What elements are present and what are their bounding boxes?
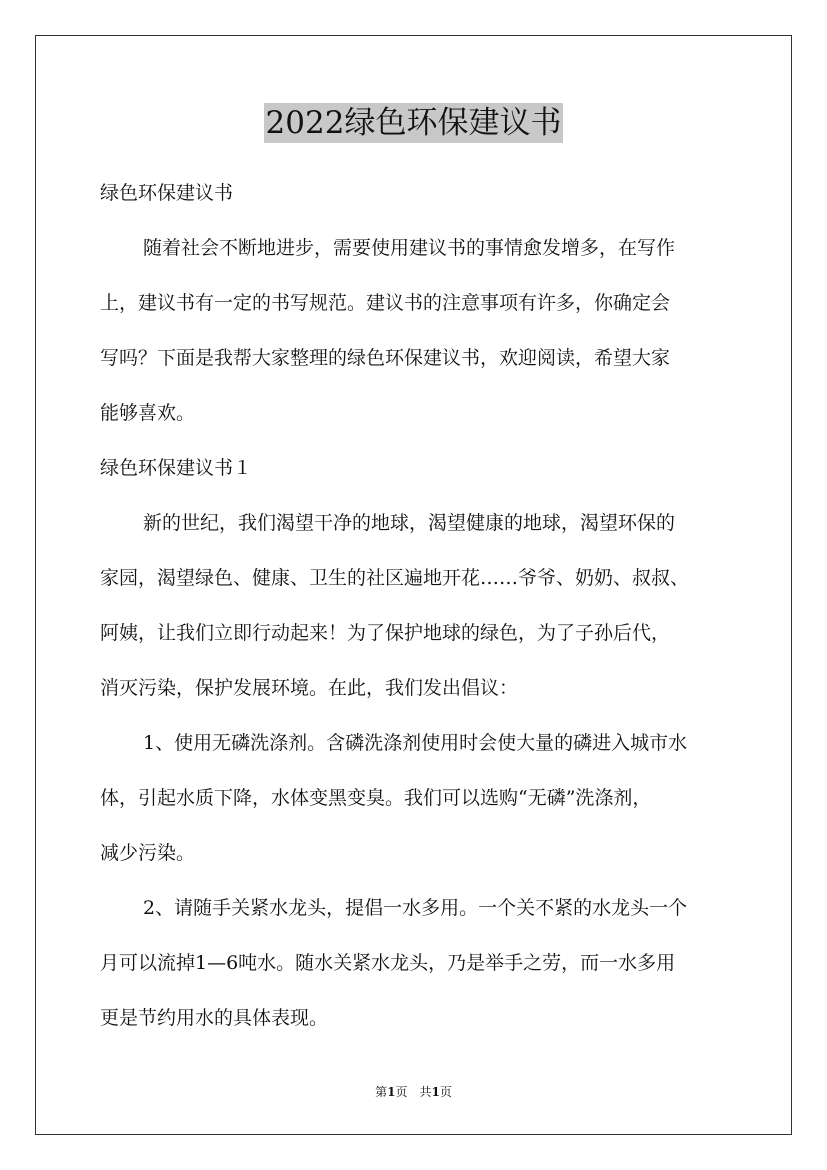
footer-mid: 页 共 xyxy=(395,1085,432,1099)
paragraph-line: 2、请随手关紧水龙头，提倡一水多用。一个关不紧的水龙头一个 xyxy=(143,897,688,919)
section-heading: 绿色环保建议书１ xyxy=(100,457,253,479)
section-heading: 绿色环保建议书 xyxy=(100,182,234,204)
paragraph-line: 家园，渴望绿色、健康、卫生的社区遍地开花……爷爷、奶奶、叔叔、 xyxy=(100,567,690,589)
paragraph-line: 月可以流掉1—6吨水。随水关紧水龙头，乃是举手之劳，而一水多用 xyxy=(100,952,676,974)
paragraph-line: 消灭污染，保护发展环境。在此，我们发出倡议： xyxy=(100,677,519,699)
paragraph-line: 随着社会不断地进步，需要使用建议书的事情愈发增多，在写作 xyxy=(143,237,676,259)
paragraph-line: 更是节约用水的具体表现。 xyxy=(100,1007,329,1029)
paragraph-line: 1、使用无磷洗涤剂。含磷洗涤剂使用时会使大量的磷进入城市水 xyxy=(143,732,688,754)
paragraph-line: 上，建议书有一定的书写规范。建议书的注意事项有许多，你确定会 xyxy=(100,292,671,314)
title-container xyxy=(0,103,827,143)
footer-prefix: 第 xyxy=(375,1085,388,1099)
paragraph-line: 写吗？下面是我帮大家整理的绿色环保建议书，欢迎阅读，希望大家 xyxy=(100,347,671,369)
paragraph-line: 体，引起水质下降，水体变黑变臭。我们可以选购“无磷”洗涤剂， xyxy=(100,787,652,809)
paragraph-line: 阿姨，让我们立即行动起来！为了保护地球的绿色，为了子孙后代， xyxy=(100,622,671,644)
document-title: 2022绿色环保建议书 xyxy=(265,105,562,141)
footer-page-number: 1 xyxy=(387,1085,396,1099)
footer-total-pages: 1 xyxy=(431,1085,440,1099)
footer-suffix: 页 xyxy=(439,1085,452,1099)
page-footer xyxy=(0,1085,827,1099)
paragraph-line: 新的世纪，我们渴望干净的地球，渴望健康的地球，渴望环保的 xyxy=(143,512,676,534)
paragraph-line: 减少污染。 xyxy=(100,842,196,864)
paragraph-line: 能够喜欢。 xyxy=(100,402,196,424)
